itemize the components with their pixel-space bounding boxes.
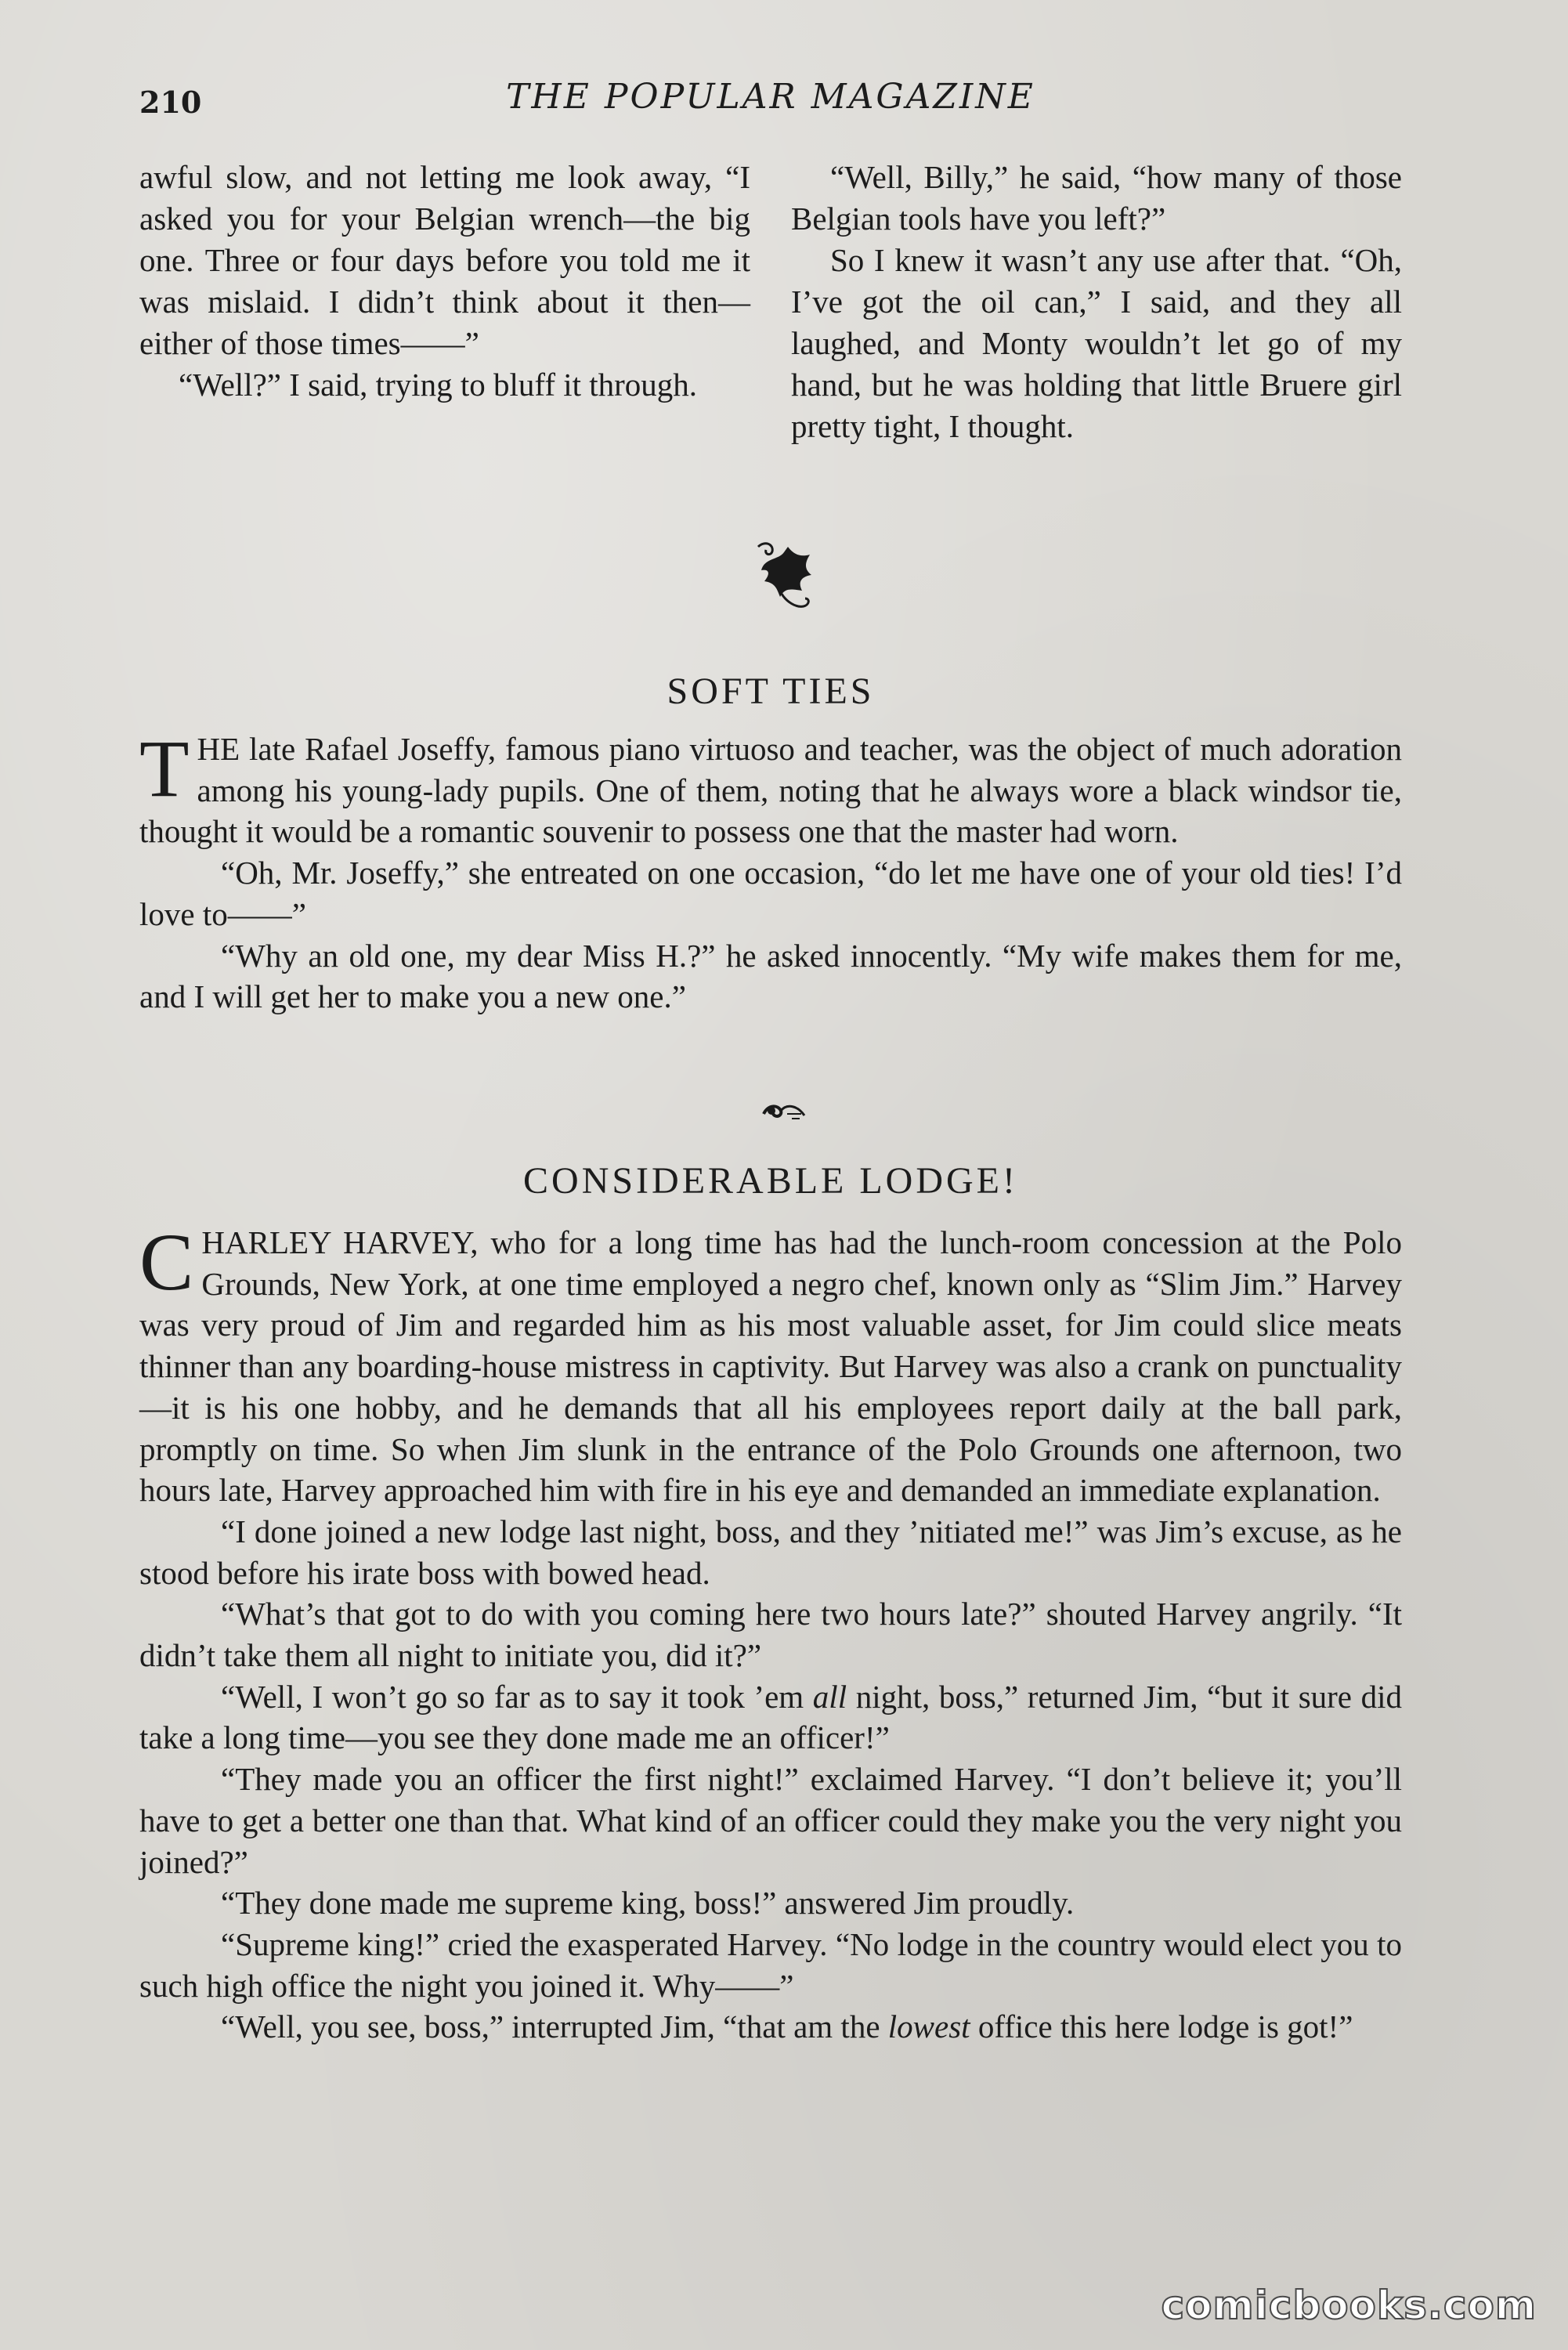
soft-ties-article — [139, 724, 1402, 1018]
lead-text: HARLEY HARVEY, who for a long time has had the lunch-room concession at the Polo Grounds, New York, at one time employed a negro chef, known only as “Slim Jim.” Harvey was very proud of Jim and regarded him as his most valuable asset, for Jim could slice meats thinner than any boarding-house mistress in captivity. But Harvey was also a crank on punctuality—it is his one hobby, and he demands that all his employees report daily at the ball park, promptly on time. So when Jim slunk in the entrance of the Polo Grounds one afternoon, two hours late, Harvey approached him with fire in his eye and demanded an immediate explanation. — [139, 1224, 1402, 1509]
paragraph — [139, 2006, 1402, 2048]
drop-cap: C — [139, 1217, 194, 1307]
lead-paragraph — [139, 724, 1402, 852]
considerable-lodge-article — [139, 1217, 1403, 2048]
right-column — [791, 157, 1402, 447]
paragraph — [139, 1676, 1402, 1759]
paragraph: “What’s that got to do with you coming here two hours late?” shouted Harvey angrily. “It didn’t take them all night to initiate you, did it?” — [139, 1596, 1402, 1674]
paragraph: awful slow, and not letting me look away, “I asked you for your Belgian wrench—the big one. Three or four days before you told me it was mislaid. I didn’t think about it then—either of those times——” — [139, 159, 750, 361]
running-head: THE POPULAR MAGAZINE — [506, 77, 1035, 117]
scroll-ornament-icon — [0, 1098, 1568, 1130]
text-run: office this here lodge is got!” — [970, 2008, 1353, 2045]
paragraph: “I done joined a new lodge last night, boss, and they ’nitiated me!” was Jim’s excuse, as he stood before his irate boss with bowed head. — [139, 1513, 1402, 1591]
paragraph: “Oh, Mr. Joseffy,” she entreated on one occasion, “do let me have one of your old ties! I’d love to——” — [139, 855, 1402, 932]
paragraph: “Supreme king!” cried the exasperated Harvey. “No lodge in the country would elect you to such high office the night you joined it. Why——” — [139, 1925, 1402, 2004]
emphasis: lowest — [887, 2008, 970, 2045]
drop-cap: T — [139, 724, 190, 814]
text-run: night, boss,” returned Jim, “but it sure did take a long time—you see they done made me an officer!” — [139, 1678, 1403, 1756]
lead-text: HE late Rafael Joseffy, famous piano virtuoso and teacher, was the object of much adoration among his young-lady pupils. One of them, noting that he always wore a black windsor tie, thought it would be a romantic souvenir to possess one that the master had worn. — [139, 731, 1402, 850]
paragraph: So I knew it wasn’t any use after that. “Oh, I’ve got the oil can,” I said, and they all laughed, and Monty wouldn’t let go of my hand, but he was holding that little Bruere girl pretty tight, I thought. — [791, 242, 1402, 444]
paragraph: “They made you an officer the first night!” exclaimed Harvey. “I don’t believe it; you’ll have to get a better one than that. What kind of an officer could they make you the very night you joined?” — [139, 1761, 1402, 1880]
paragraph: “Well, Billy,” he said, “how many of those Belgian tools have you left?” — [791, 159, 1402, 237]
section-title: CONSIDERABLE LODGE! — [523, 1160, 1018, 1202]
paragraph: “Why an old one, my dear Miss H.?” he asked innocently. “My wife makes them for me, and I will get her to make you a new one.” — [139, 937, 1402, 1015]
paragraph: “Well?” I said, trying to bluff it through. — [179, 367, 698, 403]
leaf-ornament-icon — [0, 533, 1568, 619]
emphasis: all — [812, 1678, 847, 1715]
page-number: 210 — [139, 85, 202, 120]
continued-story — [139, 157, 1402, 447]
watermark: comicbooks.com — [1161, 2283, 1537, 2328]
page-header — [139, 77, 1402, 124]
left-column — [139, 157, 750, 447]
lead-paragraph — [139, 1217, 1402, 1511]
text-run: “Well, I won’t go so far as to say it took ’em — [221, 1678, 813, 1715]
section-title: SOFT TIES — [667, 671, 875, 712]
paragraph: “They done made me supreme king, boss!” answered Jim proudly. — [221, 1885, 1075, 1922]
text-run: “Well, you see, boss,” interrupted Jim, “that am the — [221, 2008, 888, 2045]
